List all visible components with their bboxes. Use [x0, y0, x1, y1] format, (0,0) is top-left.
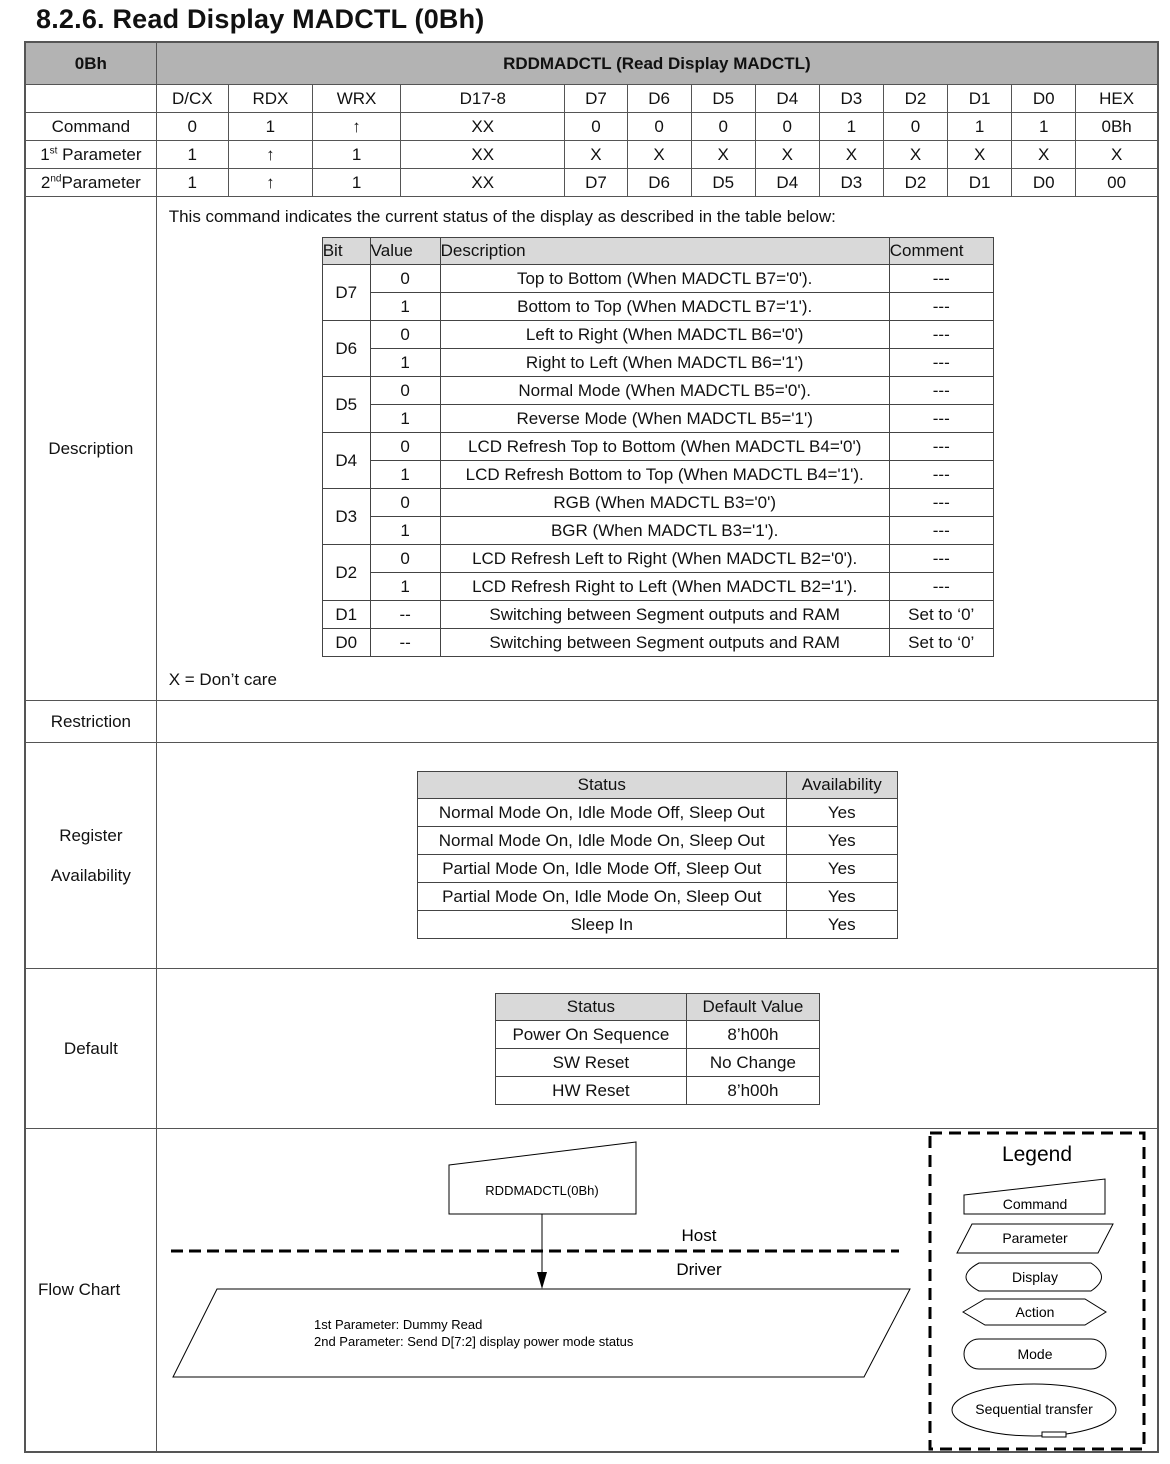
- bit-name: D1: [322, 601, 370, 629]
- bit-row: [322, 517, 993, 545]
- column-header: D7: [565, 85, 627, 113]
- signal-value: XX: [401, 113, 565, 141]
- bit-comment: ---: [889, 405, 993, 433]
- status-cell: Partial Mode On, Idle Mode On, Sleep Out: [417, 883, 786, 911]
- bit-name: D5: [322, 377, 370, 433]
- signal-value: 1: [819, 113, 883, 141]
- signal-value: 1: [228, 113, 312, 141]
- description-label: Description: [25, 197, 156, 701]
- signal-value: ↑: [228, 169, 312, 197]
- bit-row: [322, 573, 993, 601]
- signal-value: X: [565, 141, 627, 169]
- bit-comment: Set to ‘0’: [889, 601, 993, 629]
- default-value-cell: 8’h00h: [687, 1077, 820, 1105]
- label-line: Register: [59, 825, 123, 845]
- signal-value: ↑: [228, 141, 312, 169]
- description-intro: This command indicates the current status of the display as described in the table below:: [168, 207, 836, 226]
- signal-row-2nd-parameter: [25, 169, 1158, 197]
- dont-care-note: X = Don’t care: [168, 670, 277, 689]
- column-header: Bit: [322, 238, 370, 265]
- register-availability-label: [25, 743, 156, 969]
- column-header: Value: [370, 238, 440, 265]
- bit-name: D2: [322, 545, 370, 601]
- bit-value: 0: [370, 433, 440, 461]
- column-header: Availability: [786, 772, 897, 799]
- availability-cell: Yes: [786, 883, 897, 911]
- column-header: Status: [417, 772, 786, 799]
- bit-comment: ---: [889, 293, 993, 321]
- legend-action-label: Action: [1015, 1304, 1055, 1320]
- default-row-item: [495, 1021, 819, 1049]
- legend-mode-label: Mode: [1017, 1346, 1053, 1362]
- legend-parameter-label: Parameter: [1002, 1230, 1068, 1246]
- bit-comment: ---: [889, 461, 993, 489]
- blank-cell: [25, 85, 156, 113]
- parameter-line-1: 1st Parameter: Dummy Read: [313, 1317, 483, 1332]
- default-label: Default: [25, 969, 156, 1129]
- bit-value: 1: [370, 573, 440, 601]
- default-value-cell: 8’h00h: [687, 1021, 820, 1049]
- restriction-value: [156, 701, 1158, 743]
- status-cell: Sleep In: [417, 911, 786, 939]
- signal-value: D0: [1012, 169, 1076, 197]
- bit-value: 1: [370, 517, 440, 545]
- column-header: Comment: [889, 238, 993, 265]
- bit-row: [322, 461, 993, 489]
- flow-chart-diagram: [157, 1129, 1158, 1451]
- bit-desc: Bottom to Top (When MADCTL B7='1').: [440, 293, 889, 321]
- row-label: 2ndParameter: [25, 169, 156, 197]
- bit-desc: RGB (When MADCTL B3='0'): [440, 489, 889, 517]
- legend-title: Legend: [1001, 1143, 1072, 1166]
- availability-row: [417, 883, 897, 911]
- restriction-row: [25, 701, 1158, 743]
- signal-value: 0: [691, 113, 755, 141]
- signal-value: 1: [1012, 113, 1076, 141]
- bit-desc: Right to Left (When MADCTL B6='1'): [440, 349, 889, 377]
- bit-comment: ---: [889, 321, 993, 349]
- availability-row: [417, 799, 897, 827]
- column-header: RDX: [228, 85, 312, 113]
- signal-value: 0: [883, 113, 947, 141]
- parameter-line-2: 2nd Parameter: Send D[7:2] display power mode status: [313, 1334, 634, 1349]
- default-content: [156, 969, 1158, 1129]
- signal-value: XX: [401, 169, 565, 197]
- column-header: WRX: [312, 85, 400, 113]
- bit-row: [322, 321, 993, 349]
- status-cell: HW Reset: [495, 1077, 686, 1105]
- bit-value: 1: [370, 293, 440, 321]
- signal-value: D3: [819, 169, 883, 197]
- signal-value: 0: [156, 113, 228, 141]
- bit-name: D0: [322, 629, 370, 657]
- column-header: Description: [440, 238, 889, 265]
- column-header: D17-8: [401, 85, 565, 113]
- bit-comment: ---: [889, 573, 993, 601]
- section-title: 8.2.6. Read Display MADCTL (0Bh): [36, 4, 485, 34]
- legend-sequential-tail: [1042, 1432, 1066, 1437]
- signal-value: X: [883, 141, 947, 169]
- signal-header-row: [25, 85, 1158, 113]
- bit-name: D3: [322, 489, 370, 545]
- host-label: Host: [681, 1226, 717, 1245]
- status-cell: SW Reset: [495, 1049, 686, 1077]
- column-header: D6: [627, 85, 691, 113]
- bit-desc: Top to Bottom (When MADCTL B7='0').: [440, 265, 889, 293]
- bit-value: 0: [370, 321, 440, 349]
- bit-comment: ---: [889, 265, 993, 293]
- signal-value: 1: [156, 169, 228, 197]
- signal-row-1st-parameter: [25, 141, 1158, 169]
- signal-value: D1: [948, 169, 1012, 197]
- column-header: D1: [948, 85, 1012, 113]
- bit-row: [322, 545, 993, 573]
- signal-value: X: [1012, 141, 1076, 169]
- column-header: D3: [819, 85, 883, 113]
- bit-desc: Switching between Segment outputs and RAM: [440, 601, 889, 629]
- flow-chart-content: [156, 1129, 1158, 1453]
- signal-value: 1: [312, 169, 400, 197]
- command-code: 0Bh: [25, 42, 156, 85]
- arrow-down-icon: [537, 1272, 547, 1289]
- signal-value: X: [948, 141, 1012, 169]
- bit-row: [322, 629, 993, 657]
- bit-value: 1: [370, 405, 440, 433]
- bit-comment: ---: [889, 349, 993, 377]
- bit-comment: ---: [889, 545, 993, 573]
- bit-desc: Left to Right (When MADCTL B6='0'): [440, 321, 889, 349]
- signal-value: 1: [948, 113, 1012, 141]
- bit-value: 0: [370, 545, 440, 573]
- signal-value: 1: [312, 141, 400, 169]
- signal-value: X: [755, 141, 819, 169]
- description-row: [25, 197, 1158, 701]
- bit-name: D6: [322, 321, 370, 377]
- register-availability-row: [25, 743, 1158, 969]
- column-header: Default Value: [687, 994, 820, 1021]
- availability-table: [417, 771, 898, 939]
- flow-chart-row: [25, 1129, 1158, 1453]
- signal-value: D6: [627, 169, 691, 197]
- row-label: 1st Parameter: [25, 141, 156, 169]
- signal-value: 1: [156, 141, 228, 169]
- signal-value: X: [627, 141, 691, 169]
- label-line: Availability: [50, 865, 131, 885]
- signal-value: 0: [755, 113, 819, 141]
- availability-cell: Yes: [786, 911, 897, 939]
- description-content: [156, 197, 1158, 701]
- command-shape-label: RDDMADCTL(0Bh): [485, 1183, 599, 1198]
- row-label: Command: [25, 113, 156, 141]
- bit-desc: LCD Refresh Bottom to Top (When MADCTL B4='1').: [440, 461, 889, 489]
- bit-row: [322, 601, 993, 629]
- legend-sequential-transfer-label: Sequential transfer: [974, 1401, 1093, 1417]
- bit-name: D4: [322, 433, 370, 489]
- signal-value: ↑: [312, 113, 400, 141]
- bit-comment: ---: [889, 377, 993, 405]
- status-cell: Normal Mode On, Idle Mode Off, Sleep Out: [417, 799, 786, 827]
- bit-row: [322, 433, 993, 461]
- column-header: HEX: [1076, 85, 1158, 113]
- legend-command-label: Command: [1002, 1196, 1068, 1212]
- signal-value: XX: [401, 141, 565, 169]
- bit-row: [322, 349, 993, 377]
- column-header: Status: [495, 994, 686, 1021]
- bit-value: 0: [370, 265, 440, 293]
- restriction-label: Restriction: [25, 701, 156, 743]
- bit-desc: Normal Mode (When MADCTL B5='0').: [440, 377, 889, 405]
- availability-cell: Yes: [786, 855, 897, 883]
- driver-label: Driver: [676, 1260, 722, 1279]
- bit-comment: Set to ‘0’: [889, 629, 993, 657]
- bit-comment: ---: [889, 489, 993, 517]
- signal-value: D2: [883, 169, 947, 197]
- column-header: D5: [691, 85, 755, 113]
- bit-value: --: [370, 629, 440, 657]
- signal-value: X: [1076, 141, 1158, 169]
- column-header: D2: [883, 85, 947, 113]
- signal-value: D7: [565, 169, 627, 197]
- bit-name: D7: [322, 265, 370, 321]
- bit-row: [322, 489, 993, 517]
- signal-value: 00: [1076, 169, 1158, 197]
- column-header: D4: [755, 85, 819, 113]
- bit-comment: ---: [889, 517, 993, 545]
- bit-desc: LCD Refresh Top to Bottom (When MADCTL B4='0'): [440, 433, 889, 461]
- command-shape: [449, 1142, 636, 1214]
- signal-value: 0Bh: [1076, 113, 1158, 141]
- command-spec-table: [24, 41, 1159, 1453]
- signal-value: 0: [565, 113, 627, 141]
- default-row-item: [495, 1077, 819, 1105]
- signal-value: X: [691, 141, 755, 169]
- default-row-item: [495, 1049, 819, 1077]
- availability-row: [417, 827, 897, 855]
- availability-row: [417, 855, 897, 883]
- bit-desc: Reverse Mode (When MADCTL B5='1'): [440, 405, 889, 433]
- availability-cell: Yes: [786, 799, 897, 827]
- bit-desc: LCD Refresh Left to Right (When MADCTL B2='0').: [440, 545, 889, 573]
- status-cell: Power On Sequence: [495, 1021, 686, 1049]
- command-name: RDDMADCTL (Read Display MADCTL): [156, 42, 1158, 85]
- legend-display-label: Display: [1011, 1269, 1058, 1285]
- default-value-table: [495, 993, 820, 1105]
- signal-value: D4: [755, 169, 819, 197]
- bit-row: [322, 293, 993, 321]
- default-row: [25, 969, 1158, 1129]
- bit-value: 0: [370, 489, 440, 517]
- bit-row: [322, 265, 993, 293]
- status-cell: Normal Mode On, Idle Mode On, Sleep Out: [417, 827, 786, 855]
- column-header: D0: [1012, 85, 1076, 113]
- flow-chart-label: Flow Chart: [25, 1129, 156, 1453]
- bit-desc: LCD Refresh Right to Left (When MADCTL B2='1').: [440, 573, 889, 601]
- signal-row-command: [25, 113, 1158, 141]
- bit-row: [322, 377, 993, 405]
- bit-comment: ---: [889, 433, 993, 461]
- bit-desc: Switching between Segment outputs and RAM: [440, 629, 889, 657]
- parameter-shape: [173, 1289, 910, 1377]
- bit-value: --: [370, 601, 440, 629]
- bit-value: 0: [370, 377, 440, 405]
- status-cell: Partial Mode On, Idle Mode Off, Sleep Out: [417, 855, 786, 883]
- bit-value: 1: [370, 349, 440, 377]
- default-value-cell: No Change: [687, 1049, 820, 1077]
- signal-value: X: [819, 141, 883, 169]
- register-availability-content: [156, 743, 1158, 969]
- bit-value: 1: [370, 461, 440, 489]
- column-header: D/CX: [156, 85, 228, 113]
- availability-cell: Yes: [786, 827, 897, 855]
- availability-row: [417, 911, 897, 939]
- signal-value: 0: [627, 113, 691, 141]
- bit-description-table: [322, 237, 994, 657]
- signal-value: D5: [691, 169, 755, 197]
- bit-desc: BGR (When MADCTL B3='1').: [440, 517, 889, 545]
- bit-row: [322, 405, 993, 433]
